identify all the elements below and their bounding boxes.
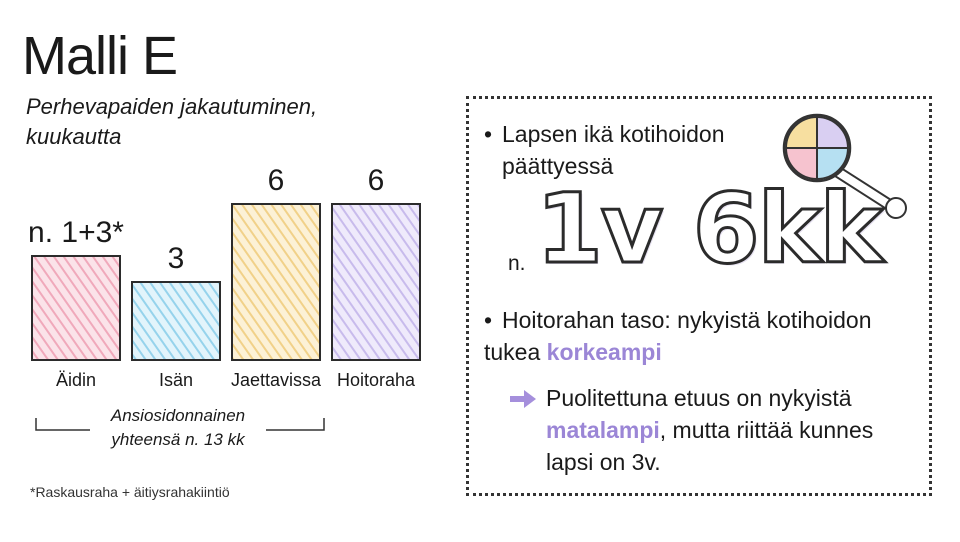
halved-benefit-note <box>546 382 916 478</box>
bar-value-label: 6 <box>267 164 285 197</box>
bullet-dot: • <box>484 307 493 333</box>
category-label: Isän <box>158 370 194 390</box>
bar-äidin <box>32 256 120 360</box>
bullet-dot: • <box>484 121 493 147</box>
bullet-benefit-level <box>484 304 924 368</box>
bar-value-label: n. 1+3* <box>28 216 124 249</box>
bracket-line-2: yhteensä n. 13 kk <box>111 430 245 449</box>
bar-value-label: 3 <box>167 242 185 275</box>
bar-hoitoraha <box>332 204 420 360</box>
category-label: Hoitoraha <box>336 370 416 390</box>
subtitle-line-2: kuukautta <box>26 124 122 149</box>
child-age-value: 1v 6kk <box>536 173 882 285</box>
arrow-right-icon <box>508 388 538 410</box>
sub-text-2: , mutta riittää kunnes lapsi on 3v. <box>546 417 874 475</box>
subtitle-line-1: Perhevapaiden jakautuminen, <box>26 94 318 119</box>
category-label: Jaettavissa <box>230 370 322 390</box>
earnings-related-total <box>92 404 264 452</box>
bars-group <box>28 164 420 390</box>
page-title: Malli E <box>22 26 178 86</box>
bullet1-line-1: Lapsen ikä kotihoidon <box>502 121 725 147</box>
category-label: Äidin <box>55 370 97 390</box>
bar-jaettavissa <box>232 204 320 360</box>
higher-highlight: korkeampi <box>546 339 662 365</box>
bar-isän <box>132 282 220 360</box>
bracket-line-1: Ansiosidonnainen <box>110 406 246 425</box>
approx-prefix: n. <box>508 252 526 275</box>
lower-highlight: matalampi <box>546 417 660 443</box>
footnote: *Raskausraha + äitiysrahakiintiö <box>30 484 230 500</box>
bullet2-text: Hoitorahan taso: nykyistä kotihoidon tukea <box>484 307 872 365</box>
bar-value-label: 6 <box>367 164 385 197</box>
bullet1-line-2: päättyessä <box>502 153 614 179</box>
sub-text-1: Puolitettuna etuus on nykyistä <box>546 385 852 411</box>
